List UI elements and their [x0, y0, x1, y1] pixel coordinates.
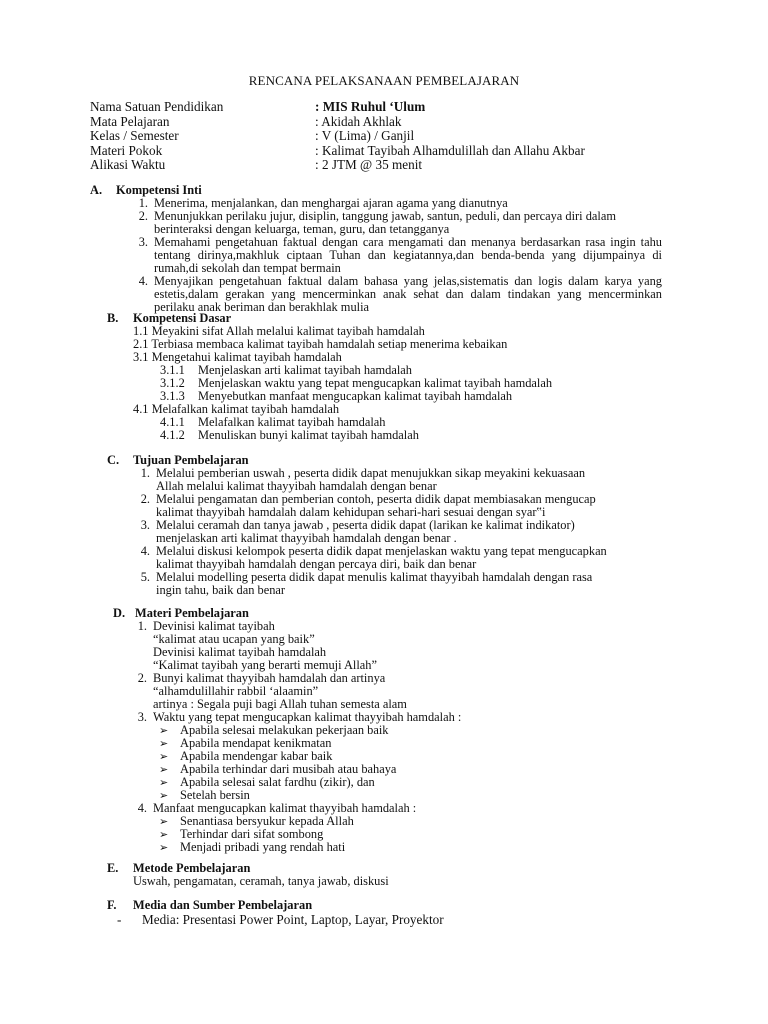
section-letter: D. — [113, 606, 126, 620]
bullet-text: Apabila mendengar kabar baik — [180, 749, 333, 763]
list-item — [131, 711, 673, 802]
arrow-bullet-icon: ➢ — [159, 750, 169, 763]
list-item — [130, 210, 662, 236]
bullet-text: Senantiasa bersyukur kepada Allah — [180, 814, 354, 828]
item-line: Melalui pemberian uswah , peserta didik dapat menujukkan sikap meyakini kekuasaan — [156, 466, 586, 480]
section-materi-pembelajaran — [113, 607, 673, 854]
item-number: 1. — [137, 619, 147, 633]
arrow-bullet-icon: ➢ — [159, 815, 169, 828]
identity-value: : V (Lima) / Ganjil — [315, 128, 415, 143]
arrow-bullet-icon: ➢ — [159, 763, 169, 776]
item-line: Bunyi kalimat thayyibah hamdalah dan artinya — [153, 671, 386, 685]
item-text: Memahami pengetahuan faktual dengan cara mengamati dan menanya berdasarkan rasa ingin tahu tentang dirinya,makhluk ciptaan Tuhan dan kegiatannya,dan benda-benda yang dijumpainya di rumah,di sekolah dan tempat bermain — [154, 235, 662, 275]
bullet-text: Apabila selesai salat fardhu (zikir), dan — [180, 775, 375, 789]
item-number: 3. — [137, 710, 147, 724]
arrow-bullet-icon: ➢ — [159, 776, 169, 789]
identity-value: : MIS Ruhul ‘Ulum — [315, 99, 426, 114]
kd-subtext: Menjelaskan arti kalimat tayibah hamdalah — [198, 363, 413, 377]
item-number: 3. — [138, 235, 148, 249]
item-number: 1. — [140, 466, 150, 480]
kd-subnumber: 3.1.1 — [160, 363, 185, 377]
item-text-block — [156, 519, 682, 545]
item-line: artinya : Segala puji bagi Allah tuhan semesta alam — [153, 697, 407, 711]
metode-text: Uswah, pengamatan, ceramah, tanya jawab, diskusi — [133, 874, 389, 888]
bullet-item — [153, 841, 673, 854]
arrow-bullet-icon: ➢ — [159, 789, 169, 802]
section-title: Kompetensi Inti — [116, 183, 202, 197]
identity-row — [90, 100, 585, 115]
bullet-text: Apabila terhindar dari musibah atau bahaya — [180, 762, 397, 776]
section-letter: B. — [107, 311, 119, 325]
kd-subtext: Menuliskan bunyi kalimat tayibah hamdalah — [198, 428, 419, 442]
item-number: 3. — [140, 518, 150, 532]
bullet-text: Menjadi pribadi yang rendah hati — [180, 840, 346, 854]
media-line — [117, 912, 667, 927]
item-number: 4. — [140, 544, 150, 558]
section-title: Materi Pembelajaran — [135, 606, 249, 620]
list-item — [130, 545, 682, 571]
list-item — [131, 672, 673, 711]
identity-value: : Akidah Akhlak — [315, 113, 402, 129]
item-text: Menyajikan pengetahuan faktual dalam bahasa yang jelas,sistematis dan logis dalam karya yang estetis,dalam gerakan yang mencerminkan anak sehat dan dalam tindakan yang mencerminkan perilaku anak beriman dan berakhlak mulia — [154, 274, 662, 314]
bullet-text: Terhindar dari sifat sombong — [180, 827, 324, 841]
identity-row — [90, 144, 585, 159]
dash-bullet: - — [117, 912, 122, 927]
identity-label: Nama Satuan Pendidikan — [90, 99, 224, 114]
bullet-text: Apabila selesai melakukan pekerjaan baik — [180, 723, 389, 737]
arrow-bullet-icon: ➢ — [159, 724, 169, 737]
identity-label: Kelas / Semester — [90, 128, 179, 143]
item-line: Allah melalui kalimat thayyibah hamdalah dengan benar — [156, 479, 437, 493]
kd-subnumber: 4.1.2 — [160, 428, 185, 442]
item-text-block — [156, 467, 682, 493]
list-item — [130, 275, 662, 314]
item-text: Menerima, menjalankan, dan menghargai ajaran agama yang dianutnya — [154, 196, 508, 210]
list-item — [130, 236, 662, 275]
identity-label: Materi Pokok — [90, 142, 163, 158]
bullet-text: Apabila mendapat kenikmatan — [180, 736, 332, 750]
item-text-block — [153, 620, 673, 672]
item-line: “alhamdulillahir rabbil ‘alaamin” — [153, 684, 319, 698]
tujuan-list — [107, 467, 682, 597]
section-kompetensi-dasar — [107, 312, 667, 442]
section-title: Media dan Sumber Pembelajaran — [133, 898, 313, 912]
section-letter: E. — [107, 861, 119, 875]
item-line: kalimat thayyibah hamdalah dalam kehidupan sehari-hari sesuai dengan syar‟i — [156, 505, 546, 519]
arrow-bullet-icon: ➢ — [159, 737, 169, 750]
section-letter: C. — [107, 453, 120, 467]
identity-table — [90, 100, 585, 173]
item-line: “Kalimat tayibah yang berarti memuji Allah” — [153, 658, 377, 672]
item-number: 2. — [138, 209, 148, 223]
materi-list — [113, 620, 673, 854]
identity-row — [90, 158, 585, 173]
document-title: RENCANA PELAKSANAAN PEMBELAJARAN — [248, 73, 520, 88]
section-media-sumber — [107, 899, 667, 927]
identity-value: : Kalimat Tayibah Alhamdulillah dan Allahu Akbar — [315, 142, 585, 158]
item-number: 4. — [138, 274, 148, 288]
item-line: Melalui modelling peserta didik dapat menulis kalimat thayyibah hamdalah dengan rasa — [156, 570, 593, 584]
kd-subnumber: 3.1.2 — [160, 376, 185, 390]
section-title: Tujuan Pembelajaran — [133, 453, 249, 467]
kd-line: 2.1 Terbiasa membaca kalimat tayibah hamdalah setiap menerima kebaikan — [133, 337, 508, 351]
list-item — [130, 519, 682, 545]
item-line: menjelaskan arti kalimat thayyibah hamdalah dengan benar . — [156, 531, 457, 545]
kd-subtext: Melafalkan kalimat tayibah hamdalah — [198, 415, 386, 429]
list-item — [130, 571, 682, 597]
identity-value: : 2 JTM @ 35 menit — [315, 157, 423, 172]
kd-line: 4.1 Melafalkan kalimat tayibah hamdalah — [133, 402, 340, 416]
item-line: Devinisi kalimat tayibah hamdalah — [153, 645, 327, 659]
section-letter: A. — [90, 183, 103, 197]
list-item — [131, 802, 673, 854]
bullet-text: Setelah bersin — [180, 788, 250, 802]
item-line: Melalui pengamatan dan pemberian contoh, peserta didik dapat membiasakan mengucap — [156, 492, 596, 506]
arrow-bullet-icon: ➢ — [159, 828, 169, 841]
item-line: Waktu yang tepat mengucapkan kalimat thayyibah hamdalah : — [153, 710, 462, 724]
item-number: 5. — [140, 570, 150, 584]
item-number: 2. — [137, 671, 147, 685]
section-kompetensi-inti — [90, 184, 662, 314]
item-line: Devinisi kalimat tayibah — [153, 619, 275, 633]
media-text: Media: Presentasi Power Point, Laptop, Layar, Proyektor — [142, 912, 444, 927]
section-title: Kompetensi Dasar — [133, 311, 232, 325]
item-text-block — [153, 802, 673, 854]
identity-row — [90, 129, 585, 144]
identity-label: Alikasi Waktu — [90, 157, 166, 172]
kd-list — [107, 325, 667, 442]
item-text-block — [153, 711, 673, 802]
kd-subtext: Menyebutkan manfaat mengucapkan kalimat tayibah hamdalah — [198, 389, 513, 403]
section-metode-pembelajaran — [107, 862, 667, 888]
kd-subnumber: 4.1.1 — [160, 415, 185, 429]
list-item — [130, 467, 682, 493]
section-title: Metode Pembelajaran — [133, 861, 251, 875]
kd-subline — [133, 429, 667, 442]
item-line: Melalui ceramah dan tanya jawab , peserta didik dapat (larikan ke kalimat indikator) — [156, 518, 575, 532]
kd-line: 1.1 Meyakini sifat Allah melalui kalimat tayibah hamdalah — [133, 324, 425, 338]
identity-row — [90, 115, 585, 130]
item-line: ingin tahu, baik dan benar — [156, 583, 286, 597]
kd-subnumber: 3.1.3 — [160, 389, 185, 403]
item-line: Melalui diskusi kelompok peserta didik dapat menjelaskan waktu yang tepat mengucapkan — [156, 544, 607, 558]
item-line: “kalimat atau ucapan yang baik” — [153, 632, 315, 646]
kd-subtext: Menjelaskan waktu yang tepat mengucapkan kalimat tayibah hamdalah — [198, 376, 553, 390]
kd-line: 3.1 Mengetahui kalimat tayibah hamdalah — [133, 350, 342, 364]
item-number: 2. — [140, 492, 150, 506]
item-text-block — [156, 493, 682, 519]
item-text-block — [153, 672, 673, 711]
identity-label: Mata Pelajaran — [90, 113, 170, 129]
list-item — [130, 493, 682, 519]
arrow-bullet-icon: ➢ — [159, 841, 169, 854]
item-text-block — [156, 545, 682, 571]
section-letter: F. — [107, 898, 117, 912]
section-tujuan-pembelajaran — [107, 454, 682, 597]
item-text: Menunjukkan perilaku jujur, disiplin, tanggung jawab, santun, peduli, dan percaya diri dalam berinteraksi dengan keluarga, teman, guru, dan tetangganya — [154, 209, 616, 236]
section-heading — [107, 899, 667, 912]
item-number: 1. — [138, 196, 148, 210]
item-line: Manfaat mengucapkan kalimat thayyibah hamdalah : — [153, 801, 417, 815]
list-item — [131, 620, 673, 672]
item-text-block — [156, 571, 682, 597]
item-number: 4. — [137, 801, 147, 815]
ki-list — [90, 197, 662, 314]
item-line: kalimat thayyibah hamdalah dengan percaya diri, baik dan benar — [156, 557, 477, 571]
